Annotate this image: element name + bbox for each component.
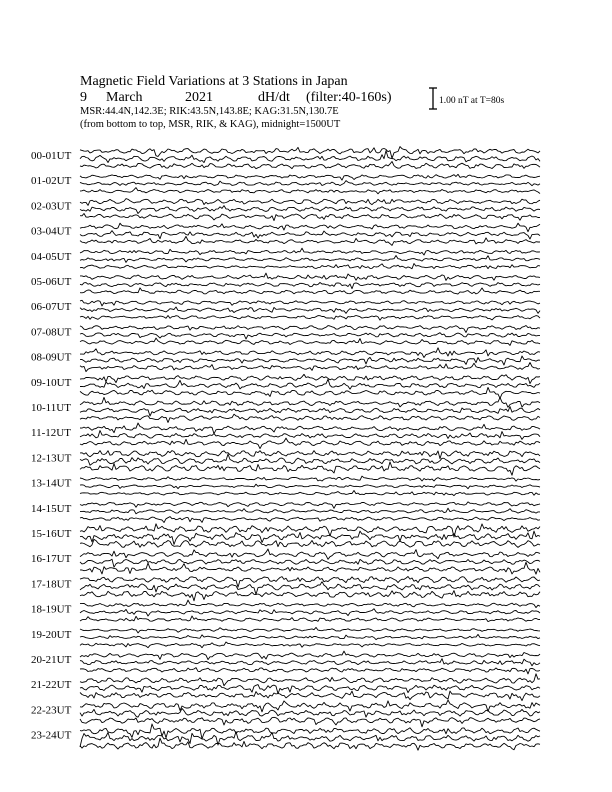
trace-22-23ut-msr — [80, 717, 540, 727]
trace-11-12ut-msr — [80, 438, 540, 449]
trace-15-16ut-msr — [80, 539, 540, 547]
trace-03-04ut-kag — [80, 223, 540, 232]
trace-20-21ut-kag — [80, 651, 540, 660]
trace-17-18ut-kag — [80, 577, 540, 588]
trace-10-11ut-msr — [80, 414, 540, 422]
trace-12-13ut-rik — [80, 454, 540, 465]
row-label-16-17ut: 16-17UT — [31, 553, 72, 566]
trace-18-19ut-rik — [80, 609, 540, 616]
row-label-01-02ut: 01-02UT — [31, 175, 72, 188]
row-label-06-07ut: 06-07UT — [31, 301, 72, 314]
trace-21-22ut-msr — [80, 691, 540, 701]
trace-12-13ut-msr — [80, 462, 540, 475]
row-label-02-03ut: 02-03UT — [31, 200, 72, 213]
trace-06-07ut-kag — [80, 300, 540, 306]
order-line: (from bottom to top, MSR, RIK, & KAG), midnight=1500UT — [80, 119, 341, 130]
trace-17-18ut-msr — [80, 591, 540, 601]
trace-21-22ut-rik — [80, 685, 540, 694]
date-day: 9 — [80, 90, 87, 105]
trace-09-10ut-msr — [80, 387, 540, 398]
trace-00-01ut-rik — [80, 151, 540, 163]
trace-13-14ut-rik — [80, 484, 540, 489]
trace-12-13ut-kag — [80, 451, 540, 459]
trace-22-23ut-rik — [80, 708, 540, 717]
trace-18-19ut-kag — [80, 600, 540, 608]
trace-07-08ut-msr — [80, 338, 540, 345]
row-label-03-04ut: 03-04UT — [31, 225, 72, 238]
row-label-05-06ut: 05-06UT — [31, 276, 72, 288]
trace-14-15ut-msr — [80, 517, 540, 523]
trace-02-03ut-kag — [80, 199, 540, 206]
row-label-12-13ut: 12-13UT — [31, 452, 72, 465]
row-label-10-11ut: 10-11UT — [31, 402, 71, 414]
quantity-label: dH/dt — [258, 90, 290, 105]
trace-10-11ut-rik — [80, 407, 540, 416]
trace-18-19ut-msr — [80, 616, 540, 622]
trace-04-05ut-kag — [80, 248, 540, 255]
row-label-23-24ut: 23-24UT — [31, 729, 72, 742]
trace-00-01ut-msr — [80, 162, 540, 169]
trace-05-06ut-msr — [80, 288, 540, 294]
row-label-19-20ut: 19-20UT — [31, 628, 72, 641]
row-label-13-14ut: 13-14UT — [31, 477, 72, 490]
row-label-04-05ut: 04-05UT — [31, 250, 72, 263]
trace-06-07ut-msr — [80, 316, 540, 321]
trace-08-09ut-rik — [80, 356, 540, 365]
row-label-07-08ut: 07-08UT — [31, 326, 72, 339]
trace-03-04ut-msr — [80, 236, 540, 245]
scale-label: 1.00 nT at T=80s — [439, 96, 505, 106]
trace-19-20ut-rik — [80, 634, 540, 639]
trace-rows — [31, 147, 540, 751]
trace-08-09ut-msr — [80, 363, 540, 372]
trace-02-03ut-msr — [80, 214, 540, 221]
trace-01-02ut-msr — [80, 188, 540, 194]
row-label-15-16ut: 15-16UT — [31, 528, 72, 540]
trace-06-07ut-rik — [80, 307, 540, 313]
row-label-22-23ut: 22-23UT — [31, 704, 72, 717]
trace-04-05ut-msr — [80, 264, 540, 269]
trace-11-12ut-rik — [80, 431, 540, 440]
trace-05-06ut-kag — [80, 273, 540, 280]
trace-05-06ut-rik — [80, 283, 540, 289]
trace-16-17ut-kag — [80, 549, 540, 559]
chart-header — [80, 74, 504, 130]
row-label-17-18ut: 17-18UT — [31, 578, 72, 591]
trace-09-10ut-kag — [80, 374, 540, 383]
trace-10-11ut-kag — [80, 397, 540, 407]
trace-07-08ut-rik — [80, 333, 540, 339]
trace-07-08ut-kag — [80, 325, 540, 332]
trace-08-09ut-kag — [80, 348, 540, 358]
chart-title: Magnetic Field Variations at 3 Stations in Japan — [80, 74, 348, 89]
filter-label: (filter:40-160s) — [306, 90, 392, 105]
row-label-20-21ut: 20-21UT — [31, 654, 72, 666]
trace-11-12ut-kag — [80, 423, 540, 434]
trace-01-02ut-kag — [80, 174, 540, 180]
trace-14-15ut-rik — [80, 508, 540, 514]
row-label-14-15ut: 14-15UT — [31, 502, 72, 515]
row-label-09-10ut: 09-10UT — [31, 376, 72, 389]
row-label-11-12ut: 11-12UT — [31, 427, 71, 440]
trace-20-21ut-rik — [80, 659, 540, 666]
trace-23-24ut-kag — [80, 724, 540, 739]
trace-17-18ut-rik — [80, 582, 540, 595]
stations-line: MSR:44.4N,142.3E; RIK:43.5N,143.8E; KAG:31.5N,130.7E — [80, 106, 339, 117]
scale-bar — [429, 88, 504, 109]
row-label-00-01ut: 00-01UT — [31, 150, 72, 162]
row-label-21-22ut: 21-22UT — [31, 679, 72, 692]
trace-04-05ut-rik — [80, 256, 540, 263]
trace-21-22ut-kag — [80, 674, 540, 686]
date-month: March — [106, 90, 143, 105]
trace-22-23ut-kag — [80, 700, 540, 712]
trace-13-14ut-msr — [80, 491, 540, 496]
date-year: 2021 — [185, 90, 213, 105]
trace-14-15ut-kag — [80, 502, 540, 508]
trace-00-01ut-kag — [80, 147, 540, 159]
row-label-08-09ut: 08-09UT — [31, 351, 72, 364]
trace-01-02ut-rik — [80, 181, 540, 186]
trace-16-17ut-msr — [80, 562, 540, 574]
trace-19-20ut-kag — [80, 627, 540, 633]
trace-20-21ut-msr — [80, 668, 540, 674]
trace-09-10ut-rik — [80, 379, 540, 389]
trace-13-14ut-kag — [80, 476, 540, 481]
trace-19-20ut-msr — [80, 642, 540, 648]
trace-03-04ut-rik — [80, 231, 540, 239]
row-label-18-19ut: 18-19UT — [31, 603, 72, 616]
trace-02-03ut-rik — [80, 206, 540, 214]
trace-23-24ut-rik — [80, 732, 540, 747]
